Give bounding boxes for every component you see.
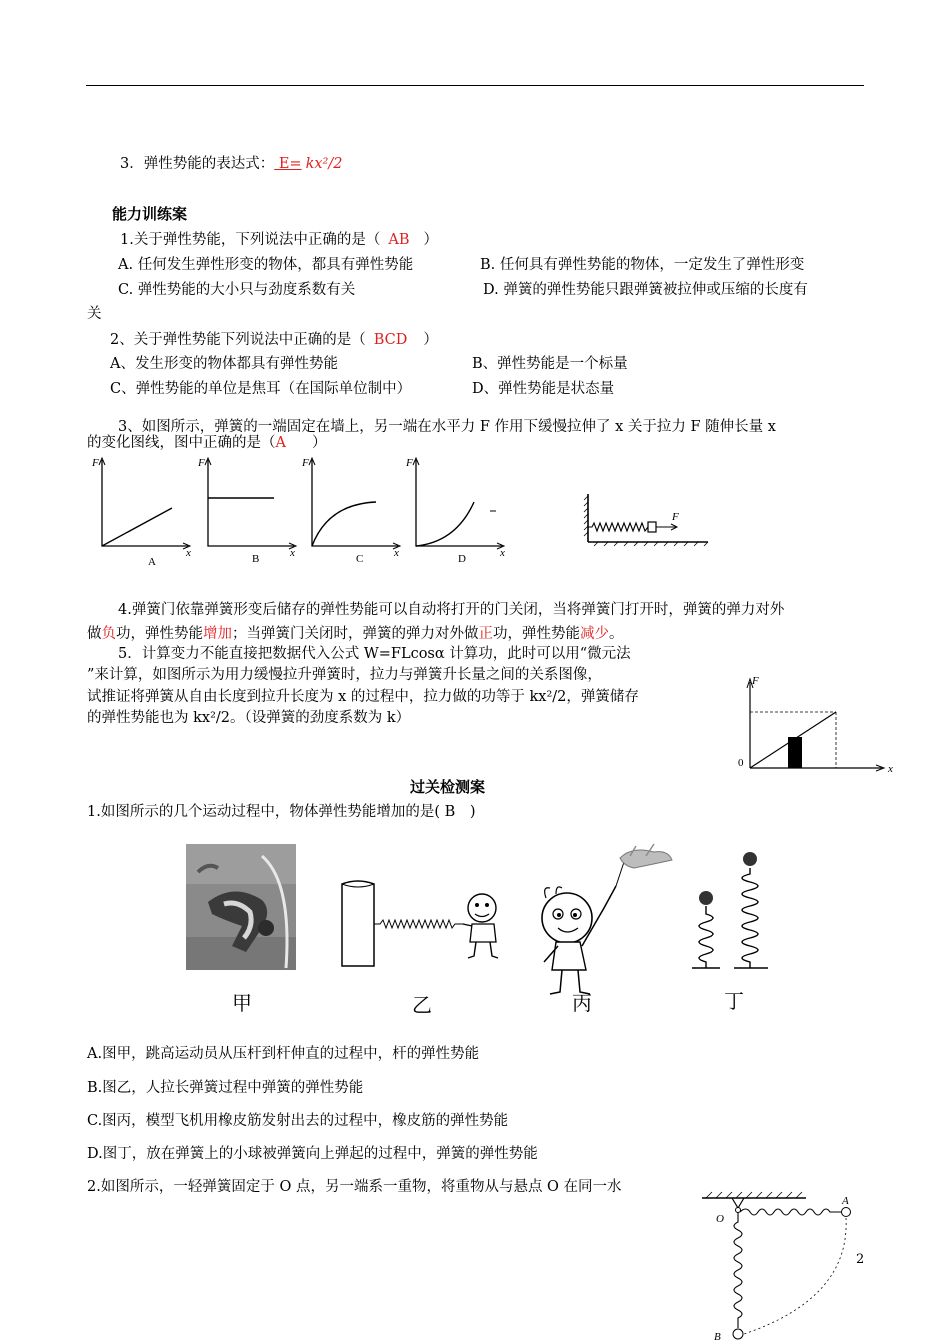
q1-stem xyxy=(120,228,438,249)
spring-force-label: F xyxy=(672,511,679,523)
q4-answer-2: 增加 xyxy=(203,626,232,642)
q1-option-d: D. 弹簧的弹性势能只跟弹簧被拉伸或压缩的长度有 xyxy=(483,282,808,298)
c1-option-c: C.图丙，模型飞机用橡皮筋发射出去的过程中，橡皮筋的弹性势能 xyxy=(87,1113,509,1129)
graph-d xyxy=(405,457,505,565)
q5-graph-y-label: F xyxy=(752,675,759,687)
graph-b xyxy=(197,457,296,565)
graph-d-x-label: x xyxy=(500,547,505,559)
q5-graph-x-label: x xyxy=(888,763,893,775)
plane-launch-figure xyxy=(542,844,672,994)
spring-ball-figure xyxy=(692,852,768,968)
q2-option-d: D、弹性势能是状态量 xyxy=(472,381,615,397)
q4-line2 xyxy=(87,622,624,643)
c1-option-b: B.图乙，人拉长弹簧过程中弹簧的弹性势能 xyxy=(87,1080,364,1096)
label-o: O xyxy=(716,1213,724,1225)
header-rule xyxy=(86,85,864,86)
q2-answer: BCD xyxy=(373,332,408,348)
caption-jia: 甲 xyxy=(232,991,252,1015)
graph-b-caption: B xyxy=(252,553,260,565)
c1-answer: B xyxy=(440,804,460,820)
q3-line1: 3、如图所示，弹簧的一端固定在墙上，另一端在水平力 F 作用下缓慢拉伸了 x 关于拉力 F 随伸长量 x xyxy=(118,419,776,435)
graph-c xyxy=(301,457,400,565)
q5-line4: 的弹性势能也为 kx²/2。（设弹簧的劲度系数为 k） xyxy=(87,710,411,726)
c2-diagram xyxy=(700,1188,866,1344)
caption-yi: 乙 xyxy=(412,993,432,1017)
q1-option-d-cont: 关 xyxy=(87,306,102,322)
training-title: 能力训练案 xyxy=(112,205,188,223)
c1-stem-text: 1.如图所示的几个运动过程中，物体弹性势能增加的是( xyxy=(87,804,440,820)
q2-option-b: B、弹性势能是一个标量 xyxy=(472,356,628,372)
spring-wall-diagram xyxy=(584,490,714,546)
page-number: 2 xyxy=(856,1252,865,1267)
q3-line2-post: ） xyxy=(311,435,327,451)
q2-close: ） xyxy=(423,332,438,348)
q3-line2-pre: 的变化图线，图中正确的是（ xyxy=(87,435,276,451)
q2-stem xyxy=(110,328,438,349)
section3-answer-lead: E= xyxy=(274,156,302,172)
q3-graphs xyxy=(88,452,528,572)
graph-a xyxy=(91,457,191,568)
q5-line1: 5．计算变力不能直接把数据代入公式 W=FLcosα 计算功，此时可以用“微元法 xyxy=(118,646,631,662)
q4-text-b: 功，弹性势能 xyxy=(116,626,203,642)
q1-option-c: C. 弹性势能的大小只与劲度系数有关 xyxy=(118,282,356,298)
graph-b-x-label: x xyxy=(290,547,295,559)
q5-line2: ”来计算，如图所示为用力缓慢拉升弹簧时，拉力与弹簧升长量之间的关系图像， xyxy=(87,667,602,683)
q3-line2 xyxy=(87,431,326,452)
graph-a-y-label: F xyxy=(92,457,99,469)
section3-prefix: 3．弹性势能的表达式： xyxy=(120,156,275,172)
graph-b-y-label: F xyxy=(198,457,205,469)
graph-d-y-label: F xyxy=(406,457,413,469)
q2-stem-text: 2、关于弹性势能下列说法中正确的是（ xyxy=(110,332,366,348)
q4-answer-1: 负 xyxy=(101,626,116,642)
graph-c-caption: C xyxy=(356,553,364,565)
q5-graph-origin: 0 xyxy=(738,757,744,769)
q5-force-graph xyxy=(736,674,902,778)
label-b: B xyxy=(714,1331,721,1343)
label-a: A xyxy=(842,1195,849,1207)
q3-answer: A xyxy=(275,435,286,451)
section3-answer-formula: kx²/2 xyxy=(305,156,343,172)
c1-close: ) xyxy=(469,804,476,820)
q1-answer: AB xyxy=(388,232,410,248)
q4-text-c: ；当弹簧门关闭时，弹簧的弹力对外做 xyxy=(232,626,479,642)
q2-option-c: C、弹性势能的单位是焦耳（在国际单位制中） xyxy=(110,381,412,397)
q1-option-b: B. 任何具有弹性势能的物体，一定发生了弹性形变 xyxy=(480,257,805,273)
q1-close: ） xyxy=(423,232,438,248)
caption-ding: 丁 xyxy=(724,989,744,1013)
q5-line3: 试推证将弹簧从自由长度到拉升长度为 x 的过程中，拉力做的功等于 kx²/2，弹簧储存 xyxy=(87,689,639,705)
c1-stem xyxy=(87,800,476,821)
c1-option-d: D.图丁，放在弹簧上的小球被弹簧向上弹起的过程中，弹簧的弹性势能 xyxy=(87,1146,538,1162)
q2-option-a: A、发生形变的物体都具有弹性势能 xyxy=(110,356,338,372)
graph-c-x-label: x xyxy=(394,547,399,559)
pole-vault-photo xyxy=(186,844,296,970)
graph-a-caption: A xyxy=(148,556,156,568)
q4-text-a: 做 xyxy=(87,626,102,642)
caption-bing: 丙 xyxy=(572,991,592,1015)
section3-line xyxy=(120,152,342,173)
q4-answer-4: 减少 xyxy=(580,626,609,642)
q4-line1: 4.弹簧门依靠弹簧形变后储存的弹性势能可以自动将打开的门关闭，当将弹簧门打开时，弹簧的弹力对外 xyxy=(118,602,785,618)
c1-option-a: A.图甲，跳高运动员从压杆到杆伸直的过程中，杆的弹性势能 xyxy=(87,1046,480,1062)
graph-c-y-label: F xyxy=(302,457,309,469)
graph-a-x-label: x xyxy=(186,547,191,559)
q4-answer-3: 正 xyxy=(478,626,493,642)
q4-text-d: 功，弹性势能 xyxy=(493,626,580,642)
c2-stem: 2.如图所示，一轻弹簧固定于 O 点，另一端系一重物，将重物从与悬点 O 在同一水 xyxy=(87,1179,622,1195)
graph-d-caption: D xyxy=(458,553,466,565)
q1-option-a: A. 任何发生弹性形变的物体，都具有弹性势能 xyxy=(118,257,414,273)
spring-pull-figure xyxy=(342,881,498,966)
q1-stem-text: 1.关于弹性势能，下列说法中正确的是（ xyxy=(120,232,381,248)
q4-text-e: 。 xyxy=(609,626,624,642)
check-title: 过关检测案 xyxy=(410,778,486,796)
c1-images xyxy=(184,842,784,1032)
